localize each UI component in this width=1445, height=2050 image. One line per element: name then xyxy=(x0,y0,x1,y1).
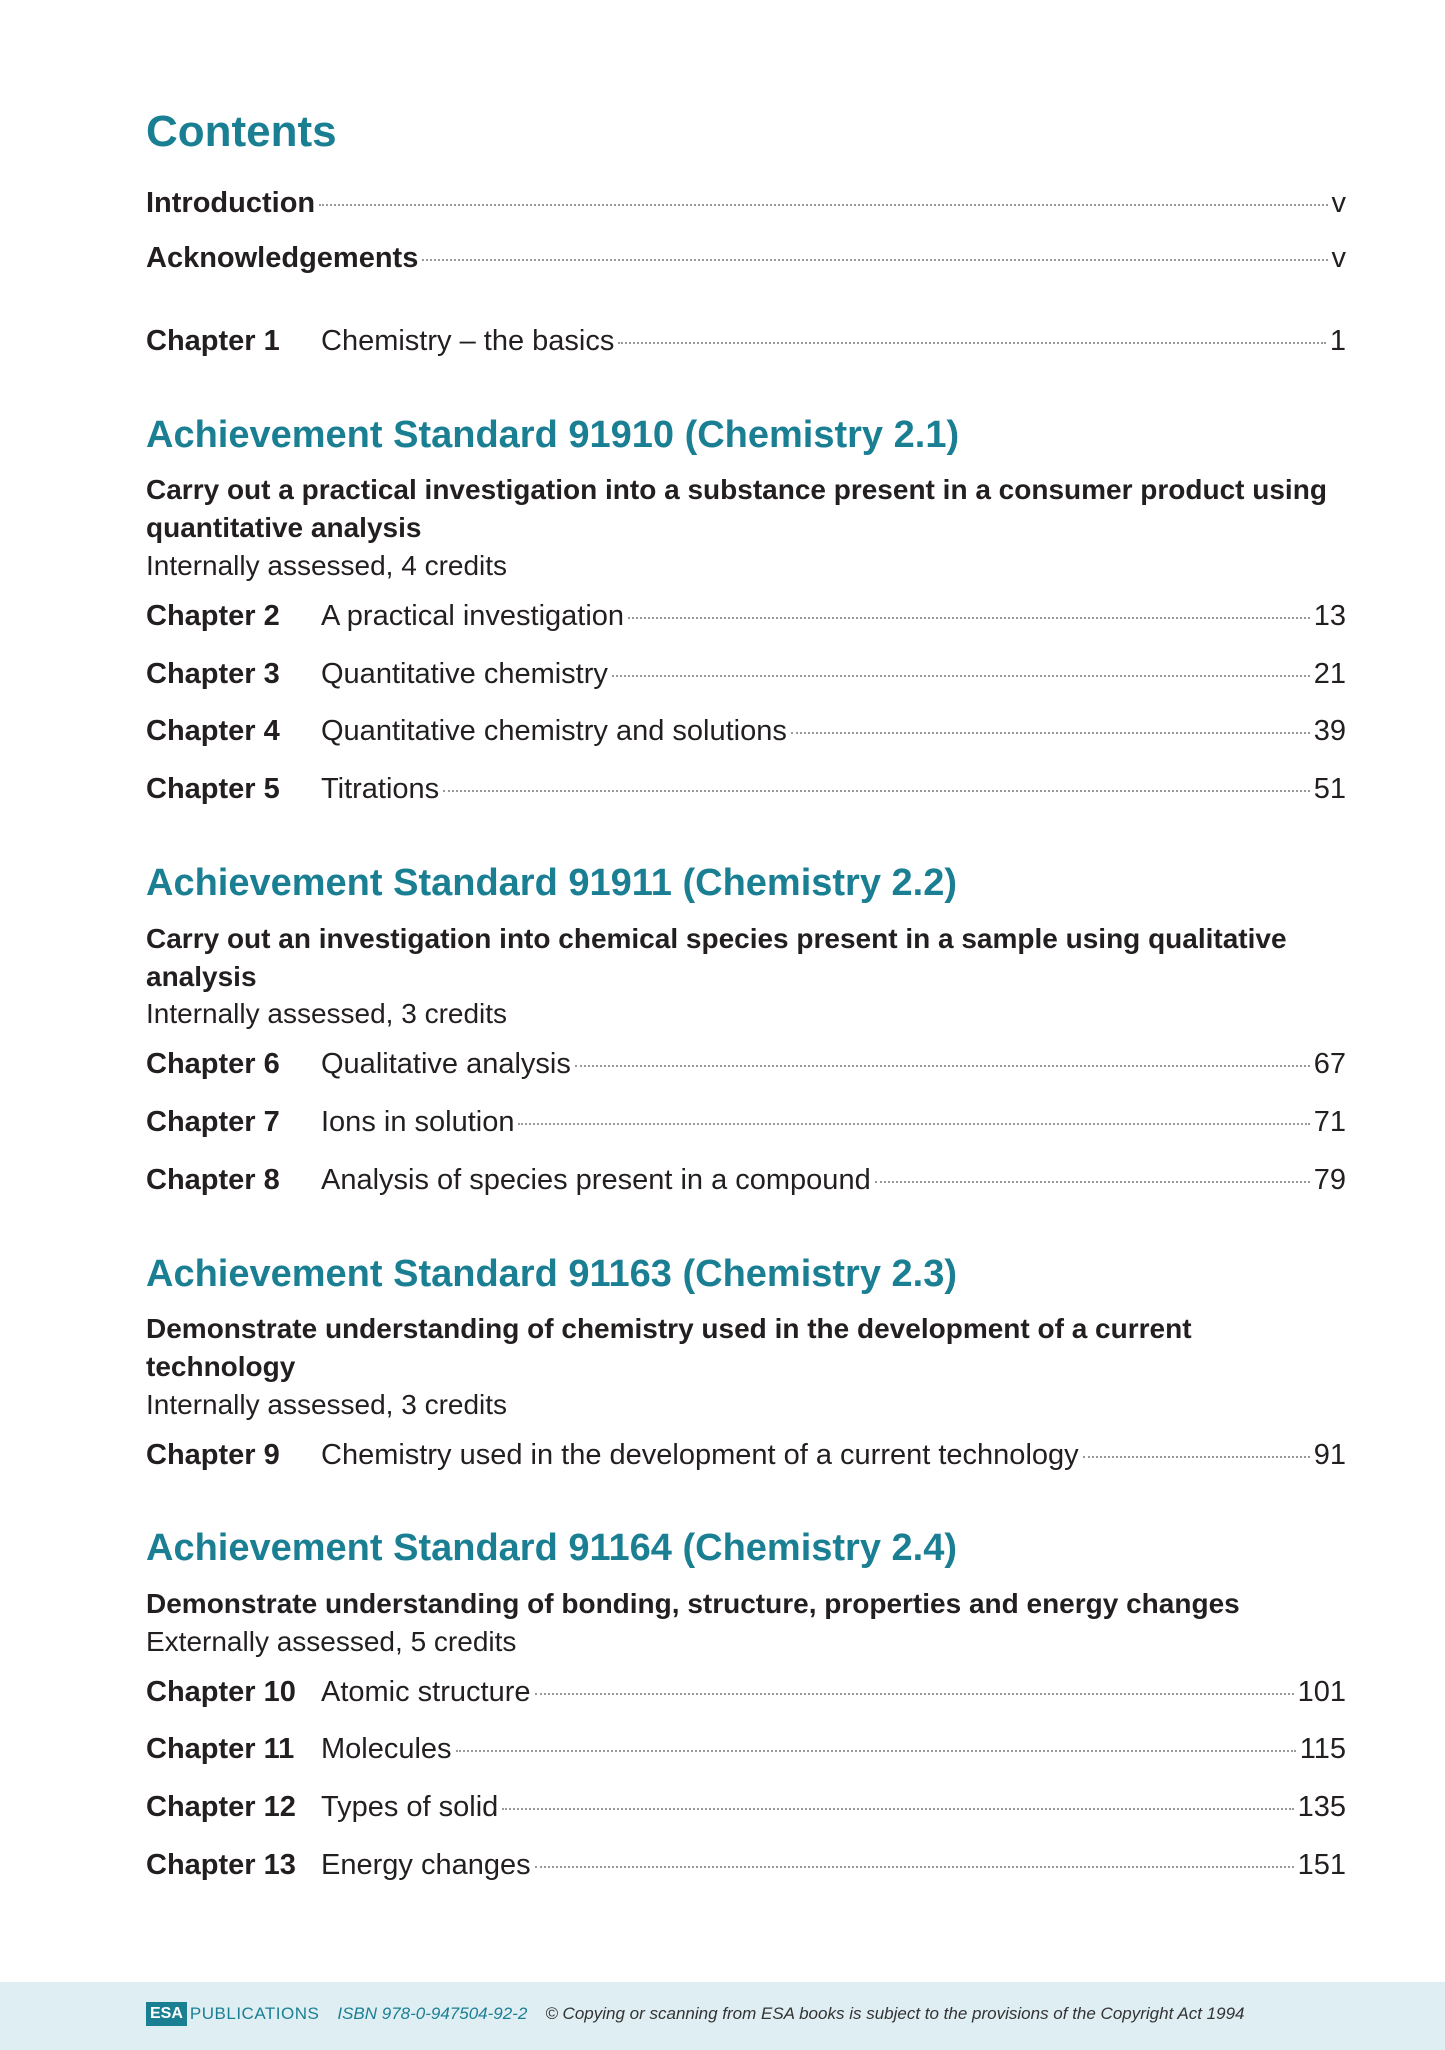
chapter-page: 71 xyxy=(1313,1105,1346,1138)
toc-entry-label: Acknowledgements xyxy=(146,242,419,275)
chapter-page: 135 xyxy=(1297,1791,1346,1824)
dot-leader xyxy=(443,789,1310,792)
chapter-label: Chapter 2 xyxy=(146,599,280,632)
chapter-title: Titrations xyxy=(321,773,440,806)
chapter-page: 21 xyxy=(1313,657,1346,690)
chapter-label: Chapter 5 xyxy=(146,773,280,806)
contents-page xyxy=(146,108,1346,1906)
chapter-page: 1 xyxy=(1329,324,1346,357)
dot-leader xyxy=(502,1807,1293,1810)
standard-assessment: Externally assessed, 5 credits xyxy=(146,1625,517,1657)
chapter-label: Chapter 10 xyxy=(146,1675,296,1708)
standard-heading: Achievement Standard 91164 (Chemistry 2.4) xyxy=(146,1527,958,1570)
chapter-title: Molecules xyxy=(321,1733,452,1766)
chapter-title: Chemistry used in the development of a current technology xyxy=(321,1438,1079,1471)
chapter-page: 91 xyxy=(1313,1438,1346,1471)
page-title: Contents xyxy=(146,107,337,156)
dot-leader xyxy=(535,1865,1294,1868)
standard-heading: Achievement Standard 91911 (Chemistry 2.2) xyxy=(146,862,958,905)
toc-entry-chapter-8[interactable] xyxy=(146,1163,1346,1198)
toc-entry-chapter-9[interactable] xyxy=(146,1438,1346,1473)
chapter-title: Types of solid xyxy=(321,1791,499,1824)
chapter-title: Analysis of species present in a compound xyxy=(321,1163,871,1196)
chapter-label: Chapter 11 xyxy=(146,1733,295,1766)
chapter-label: Chapter 8 xyxy=(146,1163,280,1196)
chapter-label: Chapter 4 xyxy=(146,715,280,748)
chapter-label: Chapter 7 xyxy=(146,1105,280,1138)
chapter-page: 151 xyxy=(1297,1849,1346,1882)
chapter-label: Chapter 1 xyxy=(146,324,280,357)
standard-assessment: Internally assessed, 3 credits xyxy=(146,998,508,1030)
standard-assessment: Internally assessed, 4 credits xyxy=(146,550,508,582)
dot-leader xyxy=(612,674,1310,677)
chapter-label: Chapter 13 xyxy=(146,1849,296,1882)
dot-leader xyxy=(422,258,1327,261)
footer-content xyxy=(146,2002,1245,2026)
standard-section-91164 xyxy=(146,1527,1346,1882)
toc-entry-chapter-10[interactable] xyxy=(146,1675,1346,1710)
standard-section-91911 xyxy=(146,862,1346,1197)
dot-leader xyxy=(518,1122,1309,1125)
standard-description: Demonstrate understanding of bonding, structure, properties and energy changes xyxy=(146,1588,1240,1620)
standard-description: Demonstrate understanding of chemistry used in the development of a current technology xyxy=(146,1313,1192,1382)
chapter-title: Quantitative chemistry xyxy=(321,657,608,690)
standard-section-91910 xyxy=(146,414,1346,807)
esa-logo-text: PUBLICATIONS xyxy=(189,2004,320,2023)
page-footer xyxy=(0,1982,1445,2050)
chapter-title: Chemistry – the basics xyxy=(321,324,615,357)
copyright-notice: © Copying or scanning from ESA books is subject to the provisions of the Copyright Act 1994 xyxy=(545,2004,1245,2023)
toc-entry-label: Introduction xyxy=(146,187,316,220)
chapter-title: Quantitative chemistry and solutions xyxy=(321,715,787,748)
esa-logo-mark: ESA xyxy=(146,2002,187,2026)
chapter-title: Energy changes xyxy=(321,1849,531,1882)
chapter-page: 39 xyxy=(1313,715,1346,748)
chapter-page: 79 xyxy=(1313,1163,1346,1196)
standard-heading: Achievement Standard 91163 (Chemistry 2.3) xyxy=(146,1252,958,1295)
chapter-title: Atomic structure xyxy=(321,1675,531,1708)
toc-entry-chapter-4[interactable] xyxy=(146,714,1346,749)
standard-section-91163 xyxy=(146,1253,1346,1473)
dot-leader xyxy=(791,731,1310,734)
chapter-title: Qualitative analysis xyxy=(321,1048,571,1081)
chapter-label: Chapter 12 xyxy=(146,1791,296,1824)
dot-leader xyxy=(1083,1455,1310,1458)
toc-entry-page: v xyxy=(1331,187,1346,220)
standard-assessment: Internally assessed, 3 credits xyxy=(146,1388,508,1420)
dot-leader xyxy=(618,341,1326,344)
toc-entry-chapter-2[interactable] xyxy=(146,599,1346,634)
dot-leader xyxy=(456,1749,1296,1752)
chapter-title: Ions in solution xyxy=(321,1105,515,1138)
chapter-page: 51 xyxy=(1313,773,1346,806)
chapter-page: 101 xyxy=(1297,1675,1346,1708)
chapter-page: 115 xyxy=(1299,1733,1346,1766)
chapter-page: 67 xyxy=(1313,1048,1346,1081)
isbn-text: ISBN 978-0-947504-92-2 xyxy=(337,2004,528,2023)
standard-description: Carry out an investigation into chemical species present in a sample using qualitative analysis xyxy=(146,922,1287,992)
toc-entry-acknowledgements[interactable] xyxy=(146,241,1346,276)
standard-heading: Achievement Standard 91910 (Chemistry 2.1) xyxy=(146,413,960,456)
toc-entry-chapter-13[interactable] xyxy=(146,1848,1346,1883)
dot-leader xyxy=(628,616,1310,619)
dot-leader xyxy=(535,1692,1294,1695)
toc-entry-chapter-11[interactable] xyxy=(146,1732,1346,1767)
chapter-label: Chapter 9 xyxy=(146,1438,280,1471)
dot-leader xyxy=(319,203,1327,206)
chapter-label: Chapter 3 xyxy=(146,657,280,690)
toc-entry-chapter-12[interactable] xyxy=(146,1790,1346,1825)
standard-description: Carry out a practical investigation into a substance present in a consumer product using quantitative analysis xyxy=(146,474,1327,544)
front-matter-list xyxy=(146,186,1346,276)
toc-entry-chapter-7[interactable] xyxy=(146,1105,1346,1140)
toc-entry-chapter-3[interactable] xyxy=(146,657,1346,692)
chapter-title: A practical investigation xyxy=(321,599,625,632)
dot-leader xyxy=(575,1064,1310,1067)
toc-entry-introduction[interactable] xyxy=(146,186,1346,221)
toc-entry-page: v xyxy=(1331,242,1346,275)
toc-entry-chapter-1[interactable] xyxy=(146,324,1346,359)
chapter-label: Chapter 6 xyxy=(146,1048,280,1081)
toc-entry-chapter-6[interactable] xyxy=(146,1047,1346,1082)
dot-leader xyxy=(875,1180,1310,1183)
chapter-page: 13 xyxy=(1313,599,1346,632)
toc-entry-chapter-5[interactable] xyxy=(146,772,1346,807)
